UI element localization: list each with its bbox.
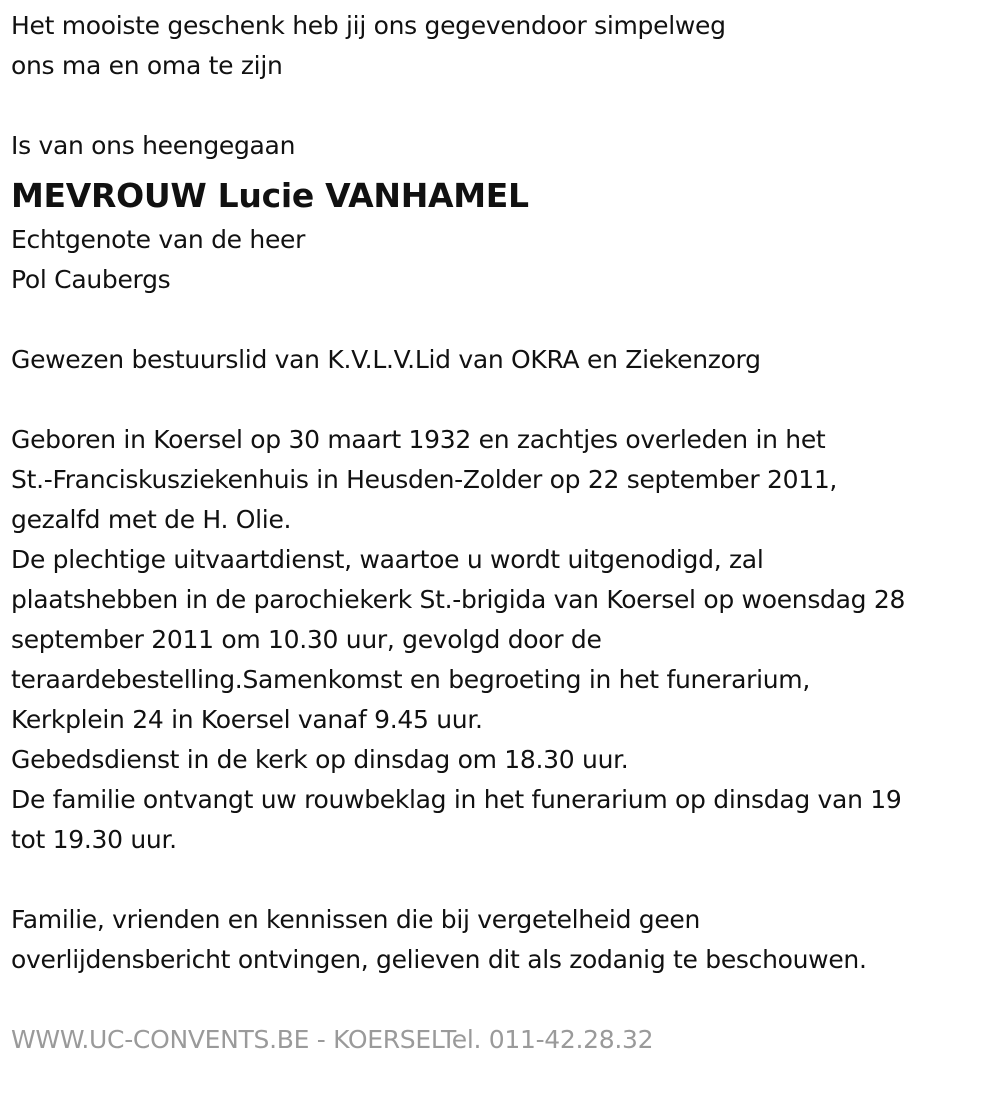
details-line: De plechtige uitvaartdienst, waartoe u wordt uitgenodigd, zal xyxy=(11,545,764,574)
spacer xyxy=(11,300,991,340)
closing-line-1: Familie, vrienden en kennissen die bij vergetelheid geen xyxy=(11,905,701,934)
obituary-notice xyxy=(11,6,991,1060)
details-line: tot 19.30 uur. xyxy=(11,825,177,854)
memberships-text: Gewezen bestuurslid van K.V.L.V.Lid van OKRA en Ziekenzorg xyxy=(11,345,761,374)
details-line: De familie ontvangt uw rouwbeklag in het funerarium op dinsdag van 19 xyxy=(11,785,902,814)
spacer xyxy=(11,86,991,126)
spouse-line-1: Echtgenote van de heer xyxy=(11,225,306,254)
spacer xyxy=(11,860,991,900)
intro-line-2: ons ma en oma te zijn xyxy=(11,51,283,80)
deceased-name: MEVROUW Lucie VANHAMEL xyxy=(11,176,529,215)
details-line: september 2011 om 10.30 uur, gevolgd door de xyxy=(11,625,602,654)
details-line: Gebedsdienst in de kerk op dinsdag om 18.30 uur. xyxy=(11,745,629,774)
spacer xyxy=(11,380,991,420)
closing-line-2: overlijdensbericht ontvingen, gelieven dit als zodanig te beschouwen. xyxy=(11,945,867,974)
passed-away-text: Is van ons heengegaan xyxy=(11,131,296,160)
spacer xyxy=(11,980,991,1020)
funeral-home-footer: WWW.UC-CONVENTS.BE - KOERSELTel. 011-42.28.32 xyxy=(11,1025,654,1054)
details-line: St.-Franciskusziekenhuis in Heusden-Zolder op 22 september 2011, xyxy=(11,465,838,494)
intro-line-1: Het mooiste geschenk heb jij ons gegevendoor simpelweg xyxy=(11,11,726,40)
details-line: plaatshebben in de parochiekerk St.-brigida van Koersel op woensdag 28 xyxy=(11,585,906,614)
details-line: Kerkplein 24 in Koersel vanaf 9.45 uur. xyxy=(11,705,483,734)
spouse-line-2: Pol Caubergs xyxy=(11,265,171,294)
details-line: teraardebestelling.Samenkomst en begroeting in het funerarium, xyxy=(11,665,810,694)
details-line: gezalfd met de H. Olie. xyxy=(11,505,292,534)
details-line: Geboren in Koersel op 30 maart 1932 en zachtjes overleden in het xyxy=(11,425,826,454)
